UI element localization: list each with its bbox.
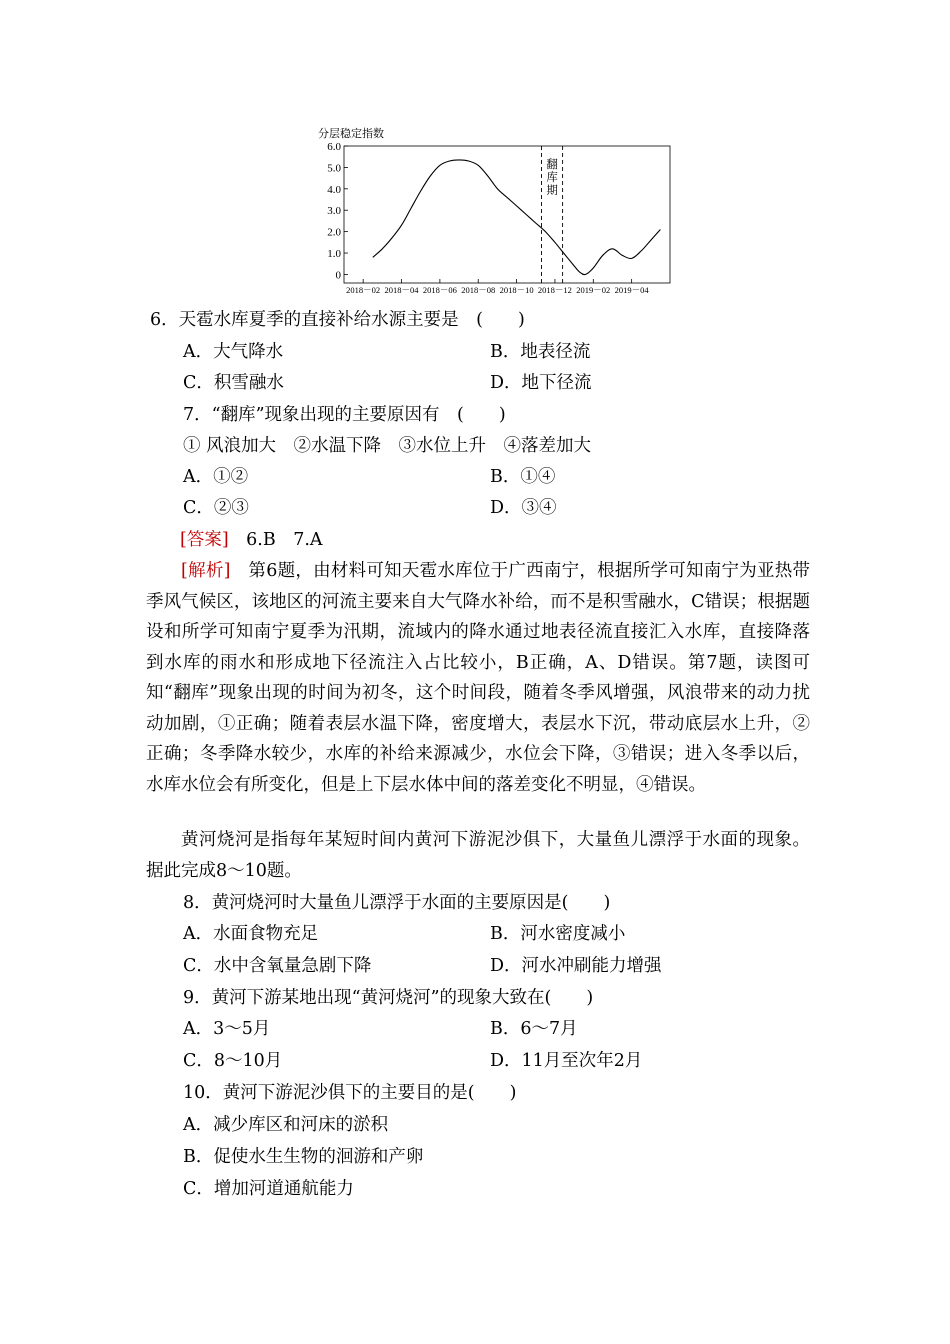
q7-option-d: D．③④ — [490, 498, 557, 518]
x-tick-label: 2019－02 — [576, 285, 611, 295]
q8-option-a: A．水面食物充足 — [183, 924, 319, 944]
answer-line — [180, 528, 323, 552]
q6-option-b: B．地表径流 — [490, 342, 591, 362]
stability-index-line — [373, 160, 661, 275]
x-tick-label: 2019－04 — [614, 285, 649, 295]
x-tick-label: 2018－02 — [346, 285, 381, 295]
overturn-label-char: 翻 — [546, 159, 558, 171]
q7-option-a: A．①② — [183, 467, 249, 487]
q8-option-d: D．河水冲刷能力增强 — [490, 956, 662, 976]
q8-option-c: C．水中含氧量急剧下降 — [183, 956, 372, 976]
y-tick-label: 2.0 — [327, 226, 341, 239]
q10-option-a: A．减少库区和河床的淤积 — [183, 1115, 389, 1135]
q9-stem: 9．黄河下游某地出现“黄河烧河”的现象大致在( ) — [183, 988, 594, 1008]
q7-option-c: C．②③ — [183, 498, 249, 518]
y-tick-label: 5.0 — [327, 162, 341, 175]
q6-option-c: C．积雪融水 — [183, 373, 284, 393]
q6-option-a: A．大气降水 — [183, 342, 284, 362]
y-axis-label: 分层稳定指数 — [318, 128, 384, 140]
q9-option-d: D．11月至次年2月 — [490, 1051, 643, 1071]
q7-items: ① 风浪加大 ②水温下降 ③水位上升 ④落差加大 — [183, 436, 592, 456]
q10-stem: 10．黄河下游泥沙俱下的主要目的是( ) — [183, 1083, 517, 1103]
y-tick-label: 0 — [335, 269, 341, 282]
analysis-tag: [解析] — [181, 561, 231, 581]
x-tick-label: 2018－10 — [499, 285, 534, 295]
q8-option-b: B．河水密度减小 — [490, 924, 626, 944]
y-tick-label: 3.0 — [327, 205, 341, 218]
x-tick-label: 2018－12 — [537, 285, 572, 295]
q8-stem: 8．黄河烧河时大量鱼儿漂浮于水面的主要原因是( ) — [183, 893, 611, 913]
answer-text: 6.B 7.A — [228, 530, 323, 550]
analysis-paragraph — [146, 556, 810, 800]
y-tick-label: 4.0 — [327, 183, 341, 196]
overturn-period-label — [546, 157, 558, 197]
q10-option-b: B．促使水生生物的洄游和产卵 — [183, 1147, 424, 1167]
y-tick-label: 1.0 — [327, 248, 341, 261]
plot-frame — [344, 146, 670, 283]
q6-option-d: D．地下径流 — [490, 373, 592, 393]
q9-option-b: B．6～7月 — [490, 1019, 578, 1039]
x-tick-label: 2018－08 — [461, 285, 496, 295]
answer-tag: [答案] — [180, 530, 229, 550]
q7-stem: 7．“翻库”现象出现的主要原因有 ( ) — [183, 405, 506, 425]
q6-stem: 6．天雹水库夏季的直接补给水源主要是 ( ) — [150, 310, 525, 330]
intro-paragraph: 黄河烧河是指每年某短时间内黄河下游泥沙俱下，大量鱼儿漂浮于水面的现象。据此完成8～10题。 — [146, 830, 810, 881]
y-tick-label: 6.0 — [327, 141, 341, 153]
x-tick-label: 2018－04 — [384, 285, 419, 295]
x-tick-label: 2018－06 — [422, 285, 457, 295]
q10-option-c: C．增加河道通航能力 — [183, 1179, 354, 1199]
q9-option-a: A．3～5月 — [183, 1019, 271, 1039]
stratification-chart — [300, 122, 680, 302]
q7-option-b: B．①④ — [490, 467, 556, 487]
overturn-label-char: 期 — [546, 185, 558, 197]
q9-option-c: C．8～10月 — [183, 1051, 283, 1071]
overturn-label-char: 库 — [546, 172, 558, 184]
analysis-text: 第6题，由材料可知天雹水库位于广西南宁，根据所学可知南宁为亚热带季风气候区，该地区的河流主要来自大气降水补给，而不是积雪融水，C错误；根据题设和所学可知南宁夏季为汛期，流域内的降水通过地表径流直接汇入水库，直接降落到水库的雨水和形成地下径流注入占比较小，B正确，A、D错误。第7题，读图可知“翻库”现象出现的时间为初冬，这个时间段，随着冬季风增强，风浪带来的动力扰动加剧，①正确；随着表层水温下降，密度增大，表层水下沉，带动底层水上升，②正确；冬季降水较少，水库的补给来源减少，水位会下降，③错误；进入冬季以后，水库水位会有所变化，但是上下层水体中间的落差变化不明显，④错误。 — [146, 561, 810, 795]
